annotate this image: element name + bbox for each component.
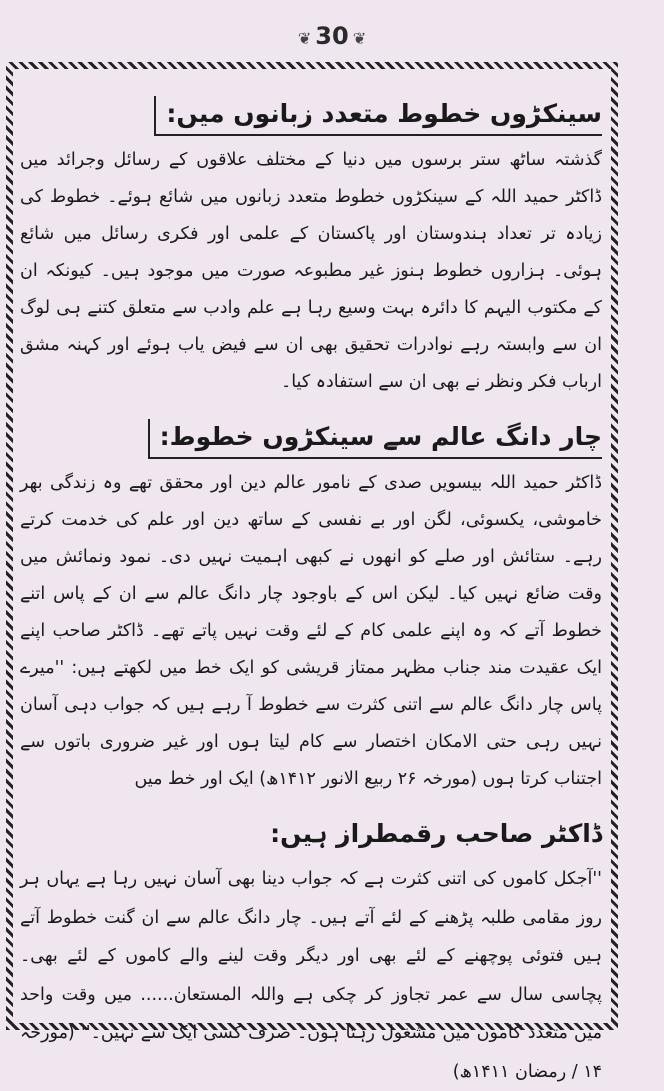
section-2 [20,419,602,459]
page-content [14,70,610,1082]
ornament-icon: ❦ [297,29,312,48]
page-number [0,22,664,50]
ornament-icon: ❦ [352,29,367,48]
quote-paragraph: ''آجکل کاموں کی اتنی کثرت ہے کہ جواب دینا بھی آسان نہیں رہا ہے یہاں ہر روز مقامی طلبہ پڑھنے کے لئے آتے ہیں۔ چار دانگ عالم سے ان گنت خطوط آتے ہیں فتوئی پوچھنے کے لئے بھی اور دیگر وقت لینے والے کاموں کے لئے بھی۔ پچاسی سال سے عمر تجاوز کر چکی ہے واللہ المستعان...... میں وقت واحد میں متعدد کاموں میں مشغول رہتا ہوں۔ صرف کسی ایک سے نہیں۔'' (مورخہ ۱۴ / رمضان ۱۴۱۱ھ) [20,869,602,1082]
page-number-text: 30 [315,22,349,50]
paragraph: گذشتہ ساٹھ ستر برسوں میں دنیا کے مختلف علاقوں کے رسائل وجرائد میں ڈاکٹر حمید اللہ کے سینکڑوں خطوط متعدد زبانوں میں شائع ہوئے۔ خطوط کی زیادہ تر تعداد ہندوستان اور پاکستان کے علمی اور فکری رسائل میں شائع ہوئی۔ ہزاروں خطوط ہنوز غیر مطبوعہ صورت میں موجود ہیں۔ کیونکہ ان کے مکتوب الیہم کا دائرہ بہت وسیع رہا ہے علم وادب سے متعلق کتنے ہی لوگ ان سے وابستہ رہے نوادرات تحقیق بھی ان سے فیض یاب ہوئے اور کہنہ مشق ارباب فکر ونظر نے بھی ان سے استفادہ کیا۔ [20,150,602,392]
section-3 [20,816,602,854]
section-heading: چار دانگ عالم سے سینکڑوں خطوط: [148,419,602,459]
paragraph: ڈاکٹر حمید اللہ بیسویں صدی کے نامور عالم دین اور محقق تھے وہ زندگی بھر خاموشی، یکسوئی، لگن اور بے نفسی کے ساتھ دین اور علم کی خدمت کرتے رہے۔ ستائش اور صلے کو انھوں نے کبھی اہمیت نہیں دی۔ نمود ونمائش میں وقت ضائع نہیں کیا۔ لیکن اس کے باوجود چار دانگ عالم سے ان کے پاس اتنے خطوط آتے کہ وہ اپنے علمی کام کے لئے وقت نہیں پاتے تھے۔ ڈاکٹر صاحب اپنے ایک عقیدت مند جناب مظہر ممتاز قریشی کو ایک خط میں لکھتے ہیں: ''میرے پاس چار دانگ عالم سے اتنی کثرت سے خطوط آ رہے ہیں کہ جواب دہی آسان نہیں رہی حتی الامکان اختصار سے کام لیتا ہوں اور غیر ضروری باتوں سے اجتناب کرتا ہوں (مورخہ ۲۶ ربیع الانور ۱۴۱۲ھ) ایک اور خط میں [20,473,602,789]
section-heading: سینکڑوں خطوط متعدد زبانوں میں: [154,96,602,136]
section-1 [20,96,602,136]
section-heading: ڈاکٹر صاحب رقمطراز ہیں: [270,819,602,848]
